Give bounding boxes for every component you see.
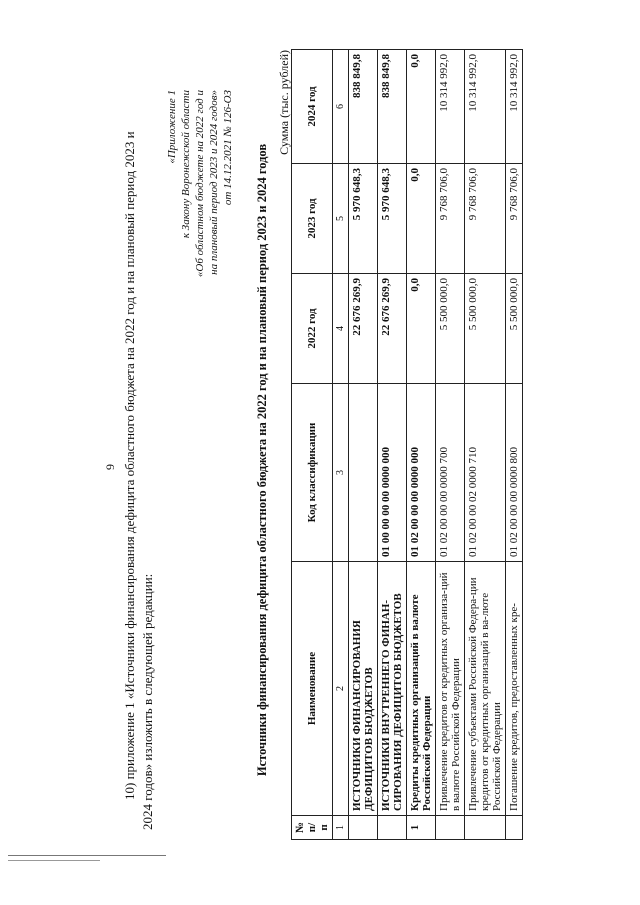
appendix-line-4: на плановый период 2023 и 2024 годов» [208, 90, 220, 275]
cell-code: 01 00 00 00 00 0000 000 [378, 384, 407, 562]
cell-num [506, 816, 523, 840]
margin-rule-short [8, 860, 100, 861]
cell-2023: 0,0 [407, 164, 436, 274]
cell-2023: 5 970 648,3 [378, 164, 407, 274]
cell-2024: 10 314 992,0 [436, 50, 465, 164]
table-header-row [292, 50, 333, 840]
cell-num: 1 [407, 816, 436, 840]
header-2024: 2024 год [292, 50, 333, 164]
cell-code: 01 02 00 00 00 0000 000 [407, 384, 436, 562]
cell-name: ИСТОЧНИКИ ВНУТРЕННЕГО ФИНАН-СИРОВАНИЯ ДЕФИЦИТОВ БЮДЖЕТОВ [378, 562, 407, 816]
appendix-line-1: «Приложение 1 [166, 90, 178, 164]
table-row [506, 50, 523, 840]
header-name: Наименование [292, 562, 333, 816]
cell-2022: 22 676 269,9 [378, 274, 407, 384]
financing-table [291, 49, 523, 840]
appendix-line-3: «Об областном бюджете на 2022 год и [194, 90, 206, 278]
cell-2023: 5 970 648,3 [349, 164, 378, 274]
index-cell: 4 [333, 274, 349, 384]
cell-2022: 5 500 000,0 [506, 274, 523, 384]
cell-name: Кредиты кредитных организаций в валюте Российской Федерации [407, 562, 436, 816]
cell-code: 01 02 00 00 02 0000 710 [465, 384, 506, 562]
table-row [465, 50, 506, 840]
cell-2024: 838 849,8 [349, 50, 378, 164]
appendix-note [165, 90, 235, 450]
cell-2022: 5 500 000,0 [436, 274, 465, 384]
index-cell: 5 [333, 164, 349, 274]
table-row [378, 50, 407, 840]
cell-name: Погашение кредитов, предоставленных кре- [506, 562, 523, 816]
units-label: Сумма (тыс. рублей) [277, 50, 291, 155]
table-row [436, 50, 465, 840]
intro-paragraph: 10) приложение 1 «Источники финансирования дефицита областного бюджета на 2022 год и на плановый период 2023 и 2024 годов» изложить в следующей редакции: [122, 131, 155, 830]
rotated-content [95, 40, 635, 880]
cell-num [378, 816, 407, 840]
index-cell: 6 [333, 50, 349, 164]
page-number: 9 [103, 464, 117, 470]
cell-2022: 0,0 [407, 274, 436, 384]
table-title: Источники финансирования дефицита областного бюджета на 2022 год и на плановый период 2023 и 2024 годов [255, 143, 269, 777]
cell-2024: 0,0 [407, 50, 436, 164]
cell-2024: 10 314 992,0 [465, 50, 506, 164]
cell-2024: 10 314 992,0 [506, 50, 523, 164]
cell-code [349, 384, 378, 562]
cell-code: 01 02 00 00 00 0000 800 [506, 384, 523, 562]
cell-name: Привлечение кредитов от кредитных организа-ций в валюте Российской Федерации [436, 562, 465, 816]
cell-2024: 838 849,8 [378, 50, 407, 164]
cell-2022: 5 500 000,0 [465, 274, 506, 384]
header-2022: 2022 год [292, 274, 333, 384]
header-2023: 2023 год [292, 164, 333, 274]
index-cell: 1 [333, 816, 349, 840]
cell-2022: 22 676 269,9 [349, 274, 378, 384]
header-num: № п/п [292, 816, 333, 840]
table-row [349, 50, 378, 840]
appendix-line-5: от 14.12.2021 № 126-ОЗ [222, 90, 234, 206]
column-index-row [333, 50, 349, 840]
appendix-line-2: к Закону Воронежской области [180, 90, 192, 239]
cell-name: Привлечение субъектами Российской Федера-ции кредитов от кредитных организаций в ва-люте Российской Федерации [465, 562, 506, 816]
cell-num [436, 816, 465, 840]
cell-num [349, 816, 378, 840]
index-cell: 3 [333, 384, 349, 562]
cell-2023: 9 768 706,0 [506, 164, 523, 274]
cell-2023: 9 768 706,0 [465, 164, 506, 274]
cell-code: 01 02 00 00 00 0000 700 [436, 384, 465, 562]
table-row [407, 50, 436, 840]
cell-2023: 9 768 706,0 [436, 164, 465, 274]
header-code: Код классификации [292, 384, 333, 562]
cell-num [465, 816, 506, 840]
cell-name: ИСТОЧНИКИ ФИНАНСИРОВАНИЯ ДЕФИЦИТОВ БЮДЖЕТОВ [349, 562, 378, 816]
index-cell: 2 [333, 562, 349, 816]
